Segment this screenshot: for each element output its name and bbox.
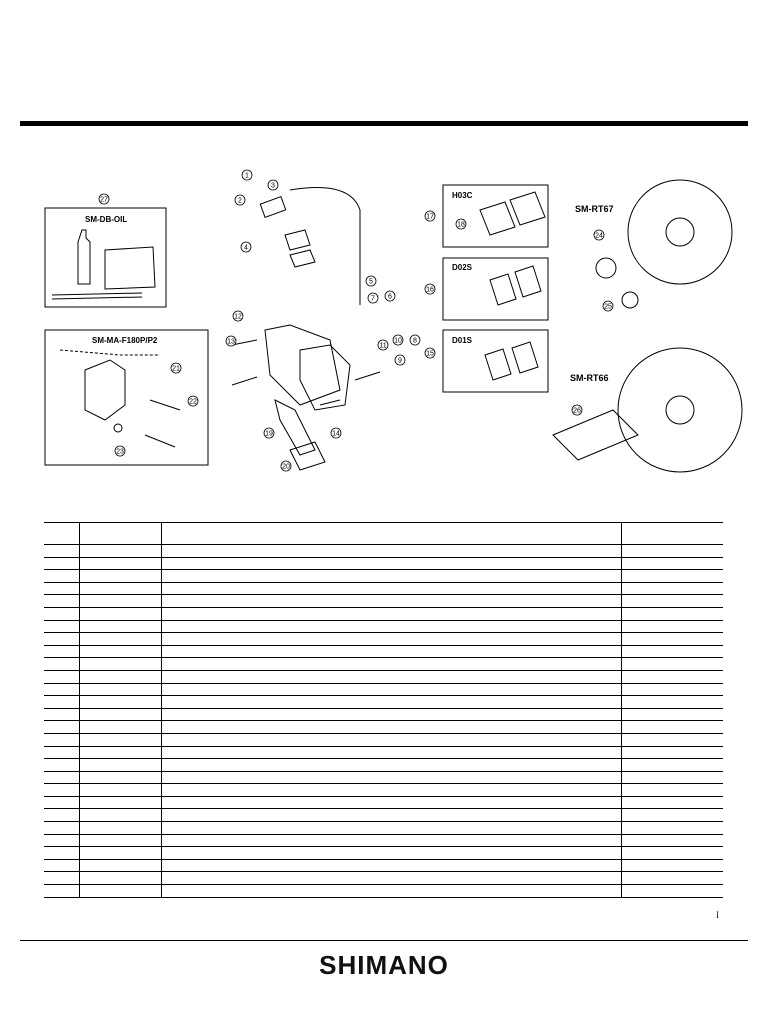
pad-h03c-icon xyxy=(480,192,545,235)
table-cell xyxy=(162,771,622,784)
callout-number: 11 xyxy=(379,342,387,350)
callout-number: 22 xyxy=(189,398,197,406)
callout-number: 24 xyxy=(595,232,603,240)
parts-list-table xyxy=(44,522,723,898)
table-cell xyxy=(44,607,79,620)
callout-16 xyxy=(425,284,435,294)
table-cell xyxy=(79,885,162,898)
table-cell xyxy=(79,645,162,658)
table-cell xyxy=(79,708,162,721)
table-cell xyxy=(622,885,723,898)
table-cell xyxy=(44,545,79,558)
table-cell xyxy=(44,570,79,583)
callout-number: 2 xyxy=(238,197,242,205)
rotor-rt66-hub-icon xyxy=(666,396,694,424)
table-cell xyxy=(44,620,79,633)
table-cell xyxy=(162,658,622,671)
table-cell xyxy=(622,847,723,860)
callout-number: 3 xyxy=(271,182,275,190)
table-cell xyxy=(622,658,723,671)
table-cell xyxy=(162,834,622,847)
callout-20 xyxy=(281,461,291,471)
callout-number: 19 xyxy=(265,430,273,438)
page-number: I xyxy=(716,910,719,920)
table-cell xyxy=(162,523,622,545)
table-row xyxy=(44,683,723,696)
table-row xyxy=(44,721,723,734)
table-cell xyxy=(622,708,723,721)
adapter-kit-group xyxy=(45,330,208,465)
hose-connector-icon xyxy=(260,197,285,218)
table-cell xyxy=(162,809,622,822)
oil-kit-label: SM-DB-OIL xyxy=(85,215,128,224)
table-cell xyxy=(622,759,723,772)
rotor-bolt-kit-icon xyxy=(553,407,638,460)
table-cell xyxy=(162,784,622,797)
table-cell xyxy=(79,545,162,558)
callout-number: 5 xyxy=(369,278,373,286)
table-cell xyxy=(44,847,79,860)
table-row xyxy=(44,872,723,885)
table-cell xyxy=(162,708,622,721)
table-row xyxy=(44,809,723,822)
table-cell xyxy=(162,847,622,860)
table-cell xyxy=(44,822,79,835)
table-row xyxy=(44,670,723,683)
exploded-parts-diagram xyxy=(0,160,768,500)
table-row xyxy=(44,834,723,847)
rotor-rt66-label: SM-RT66 xyxy=(570,373,609,383)
rotor-rt67-hub-icon xyxy=(666,218,694,246)
table-cell xyxy=(44,633,79,646)
callout-8 xyxy=(410,335,420,345)
table-cell xyxy=(79,670,162,683)
callout-number: 20 xyxy=(282,463,290,471)
table-cell xyxy=(622,859,723,872)
pad-h03c-label: H03C xyxy=(452,191,473,200)
table-cell xyxy=(44,658,79,671)
pad-shield-icon xyxy=(275,400,315,455)
table-cell xyxy=(622,721,723,734)
callout-number: 7 xyxy=(371,295,375,303)
callout-number: 27 xyxy=(100,196,108,204)
callout-5 xyxy=(366,276,376,286)
table-cell xyxy=(622,633,723,646)
table-cell xyxy=(44,784,79,797)
callout-26 xyxy=(572,405,582,415)
table-cell xyxy=(79,633,162,646)
table-row xyxy=(44,658,723,671)
callout-number: 15 xyxy=(426,350,434,358)
callout-11 xyxy=(378,340,388,350)
rotors-group xyxy=(553,180,742,472)
callout-6 xyxy=(385,291,395,301)
caliper-mount-icon xyxy=(265,325,340,405)
table-cell xyxy=(162,746,622,759)
callout-10 xyxy=(393,335,403,345)
adapter-washer-icon xyxy=(114,424,122,432)
table-row xyxy=(44,582,723,595)
table-cell xyxy=(79,683,162,696)
pad-d01s-icon xyxy=(485,342,538,380)
table-cell xyxy=(622,595,723,608)
table-cell xyxy=(79,796,162,809)
oil-bag-icon xyxy=(105,247,155,289)
table-cell xyxy=(44,557,79,570)
callout-19 xyxy=(264,428,274,438)
callout-number: 8 xyxy=(413,337,417,345)
table-cell xyxy=(44,523,79,545)
caliper-body-icon xyxy=(300,345,350,410)
table-cell xyxy=(44,595,79,608)
table-cell xyxy=(44,708,79,721)
table-cell xyxy=(44,582,79,595)
table-cell xyxy=(622,872,723,885)
table-cell xyxy=(622,545,723,558)
table-cell xyxy=(162,822,622,835)
callout-25 xyxy=(603,301,613,311)
lockring-tool-icon xyxy=(622,292,638,308)
table-cell xyxy=(622,733,723,746)
table-row xyxy=(44,645,723,658)
table-cell xyxy=(162,796,622,809)
callout-15 xyxy=(425,348,435,358)
table-cell xyxy=(162,582,622,595)
table-cell xyxy=(622,670,723,683)
table-cell xyxy=(622,746,723,759)
table-row xyxy=(44,771,723,784)
table-cell xyxy=(162,545,622,558)
table-cell xyxy=(622,582,723,595)
table-row xyxy=(44,885,723,898)
callout-number: 12 xyxy=(234,313,242,321)
table-row xyxy=(44,847,723,860)
adapter-bracket-icon xyxy=(85,360,125,420)
table-cell xyxy=(79,847,162,860)
callout-number: 4 xyxy=(244,244,248,252)
callout-number: 6 xyxy=(388,293,392,301)
table-cell xyxy=(44,872,79,885)
table-cell xyxy=(44,771,79,784)
table-row xyxy=(44,696,723,709)
rotor-outline-icon xyxy=(60,350,160,355)
table-row xyxy=(44,607,723,620)
table-cell xyxy=(622,809,723,822)
table-cell xyxy=(622,834,723,847)
table-cell xyxy=(79,721,162,734)
rotor-rt66-icon xyxy=(618,348,742,472)
table-cell xyxy=(79,784,162,797)
oil-bottle-icon xyxy=(78,230,90,284)
table-cell xyxy=(622,557,723,570)
table-cell xyxy=(162,696,622,709)
table-cell xyxy=(44,696,79,709)
table-cell xyxy=(44,796,79,809)
caliper-bolt-icon xyxy=(320,372,380,405)
table-cell xyxy=(79,746,162,759)
callout-22 xyxy=(188,396,198,406)
table-cell xyxy=(79,822,162,835)
table-cell xyxy=(44,834,79,847)
table-row xyxy=(44,784,723,797)
table-cell xyxy=(162,683,622,696)
table-cell xyxy=(622,607,723,620)
table-cell xyxy=(44,721,79,734)
table-row xyxy=(44,759,723,772)
table-cell xyxy=(162,620,622,633)
table-row xyxy=(44,595,723,608)
table-row xyxy=(44,822,723,835)
table-cell xyxy=(79,759,162,772)
caliper-group xyxy=(232,188,380,471)
table-row xyxy=(44,633,723,646)
callout-number: 16 xyxy=(426,286,434,294)
callout-number: 10 xyxy=(394,337,402,345)
table-cell xyxy=(44,809,79,822)
table-cell xyxy=(79,582,162,595)
callout-number: 23 xyxy=(116,448,124,456)
callout-13 xyxy=(226,336,236,346)
table-cell xyxy=(162,872,622,885)
table-cell xyxy=(44,733,79,746)
callout-9 xyxy=(395,355,405,365)
table-cell xyxy=(79,872,162,885)
pad-d01s-label: D01S xyxy=(452,336,473,345)
table-cell xyxy=(79,523,162,545)
lockring-icon xyxy=(596,258,616,278)
adapter-kit-label: SM-MA-F180P/P2 xyxy=(92,336,158,345)
table-cell xyxy=(622,620,723,633)
table-row xyxy=(44,523,723,545)
table-row xyxy=(44,859,723,872)
callout-7 xyxy=(368,293,378,303)
table-cell xyxy=(622,570,723,583)
callout-1 xyxy=(242,170,252,180)
hydraulic-hose-icon xyxy=(290,188,360,306)
table-cell xyxy=(79,607,162,620)
table-cell xyxy=(79,859,162,872)
callout-number: 13 xyxy=(227,338,235,346)
table-cell xyxy=(622,523,723,545)
table-cell xyxy=(622,822,723,835)
table-cell xyxy=(622,645,723,658)
callout-4 xyxy=(241,242,251,252)
callout-2 xyxy=(235,195,245,205)
callout-21 xyxy=(171,363,181,373)
rotor-rt67-icon xyxy=(628,180,732,284)
callout-number: 9 xyxy=(398,357,402,365)
adapter-bolt-icon xyxy=(145,400,180,447)
pad-spacer-icon xyxy=(285,230,315,267)
callout-23 xyxy=(115,446,125,456)
table-cell xyxy=(162,570,622,583)
callout-number: 21 xyxy=(172,365,180,373)
table-row xyxy=(44,557,723,570)
table-cell xyxy=(44,859,79,872)
table-cell xyxy=(44,885,79,898)
table-cell xyxy=(79,557,162,570)
table-cell xyxy=(79,620,162,633)
rotor-rt67-label: SM-RT67 xyxy=(575,204,614,214)
table-cell xyxy=(622,771,723,784)
table-cell xyxy=(162,645,622,658)
table-cell xyxy=(162,721,622,734)
table-row xyxy=(44,620,723,633)
pad-d02s-label: D02S xyxy=(452,263,473,272)
table-cell xyxy=(44,683,79,696)
table-cell xyxy=(162,670,622,683)
callout-3 xyxy=(268,180,278,190)
table-cell xyxy=(79,771,162,784)
table-cell xyxy=(622,796,723,809)
callout-18 xyxy=(456,219,466,229)
table-cell xyxy=(79,658,162,671)
table-cell xyxy=(622,784,723,797)
table-cell xyxy=(162,595,622,608)
pad-d02s-icon xyxy=(490,266,541,305)
table-cell xyxy=(44,746,79,759)
callout-number: 1 xyxy=(245,172,249,180)
table-row xyxy=(44,545,723,558)
callout-number: 14 xyxy=(332,430,340,438)
adapter-kit-box xyxy=(45,330,208,465)
bleed-tube-icon xyxy=(52,293,142,299)
callout-number: 17 xyxy=(426,213,434,221)
callout-24 xyxy=(594,230,604,240)
table-cell xyxy=(44,759,79,772)
pad-kits-group xyxy=(443,185,548,392)
table-cell xyxy=(162,557,622,570)
table-row xyxy=(44,746,723,759)
callout-17 xyxy=(425,211,435,221)
table-cell xyxy=(622,696,723,709)
table-cell xyxy=(162,733,622,746)
table-cell xyxy=(79,696,162,709)
table-row xyxy=(44,708,723,721)
callout-27 xyxy=(99,194,109,204)
table-cell xyxy=(79,733,162,746)
table-cell xyxy=(162,759,622,772)
callout-number: 25 xyxy=(604,303,612,311)
table-row xyxy=(44,796,723,809)
table-cell xyxy=(162,607,622,620)
callout-14 xyxy=(331,428,341,438)
table-cell xyxy=(79,809,162,822)
header-rule xyxy=(20,121,748,126)
brand-logo: SHIMANO xyxy=(319,950,449,980)
table-row xyxy=(44,733,723,746)
table-cell xyxy=(44,670,79,683)
table-cell xyxy=(162,885,622,898)
table-cell xyxy=(622,683,723,696)
table-cell xyxy=(162,633,622,646)
table-cell xyxy=(44,645,79,658)
table-cell xyxy=(162,859,622,872)
mount-bolt-icon xyxy=(232,340,257,385)
footer-rule xyxy=(20,940,748,941)
callout-12 xyxy=(233,311,243,321)
table-cell xyxy=(79,595,162,608)
table-cell xyxy=(79,834,162,847)
table-row xyxy=(44,570,723,583)
callout-number: 18 xyxy=(457,221,465,229)
table-cell xyxy=(79,570,162,583)
callout-number: 26 xyxy=(573,407,581,415)
